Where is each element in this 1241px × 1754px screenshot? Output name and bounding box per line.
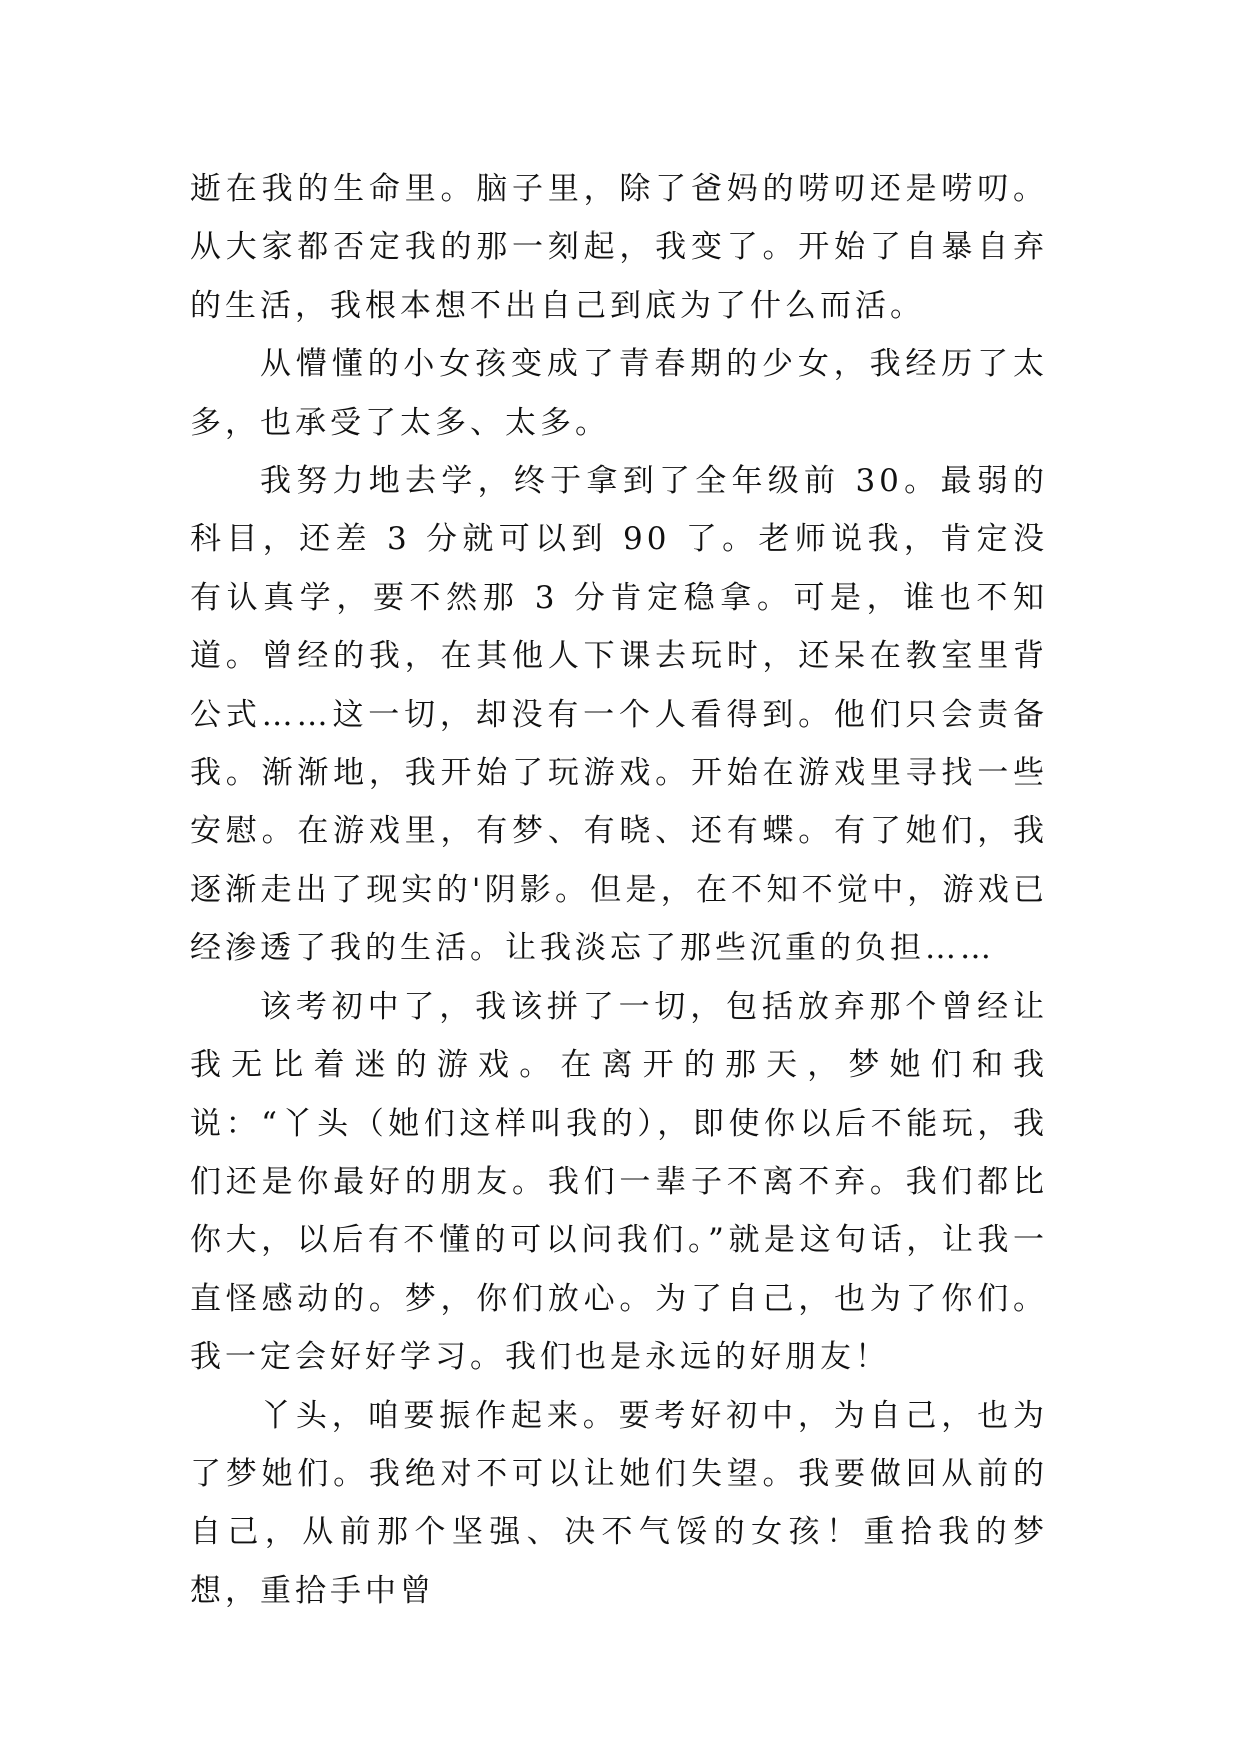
paragraph: 从懵懂的小女孩变成了青春期的少女，我经历了太多，也承受了太多、太多。 [190, 346, 1048, 441]
paragraph: 该考初中了，我该拼了一切，包括放弃那个曾经让我无比着迷的游戏。在离开的那天，梦她们和我说：“丫头（她们这样叫我的），即使你以后不能玩，我们还是你最好的朋友。我们一辈子不离不弃。我们都比你大，以后有不懂的可以问我们。”就是这句话，让我一直怪感动的。梦，你们放心。为了自己，也为了你们。我一定会好好学习。我们也是永远的好朋友！ [190, 988, 1048, 1376]
paragraph: 我努力地去学，终于拿到了全年级前 30。最弱的科目，还差 3 分就可以到 90 了。老师说我，肯定没有认真学，要不然那 3 分肯定稳拿。可是，谁也不知道。曾经的我，在其他人下课去玩时，还呆在教室里背公式……这一切，却没有一个人看得到。他们只会责备我。渐渐地，我开始了玩游戏。开始在游戏里寻找一些安慰。在游戏里，有梦、有晓、还有蝶。有了她们，我逐渐走出了现实的'阴影。但是，在不知不觉中，游戏已经渗透了我的生活。让我淡忘了那些沉重的负担…… [190, 463, 1048, 967]
document-body [190, 160, 1048, 1620]
paragraph-continuation: 逝在我的生命里。脑子里，除了爸妈的唠叨还是唠叨。从大家都否定我的那一刻起，我变了。开始了自暴自弃的生活，我根本想不出自己到底为了什么而活。 [190, 171, 1048, 324]
paragraph: 丫头，咱要振作起来。要考好初中，为自己，也为了梦她们。我绝对不可以让她们失望。我要做回从前的自己，从前那个坚强、决不气馁的女孩！重拾我的梦想，重拾手中曾 [190, 1397, 1048, 1609]
